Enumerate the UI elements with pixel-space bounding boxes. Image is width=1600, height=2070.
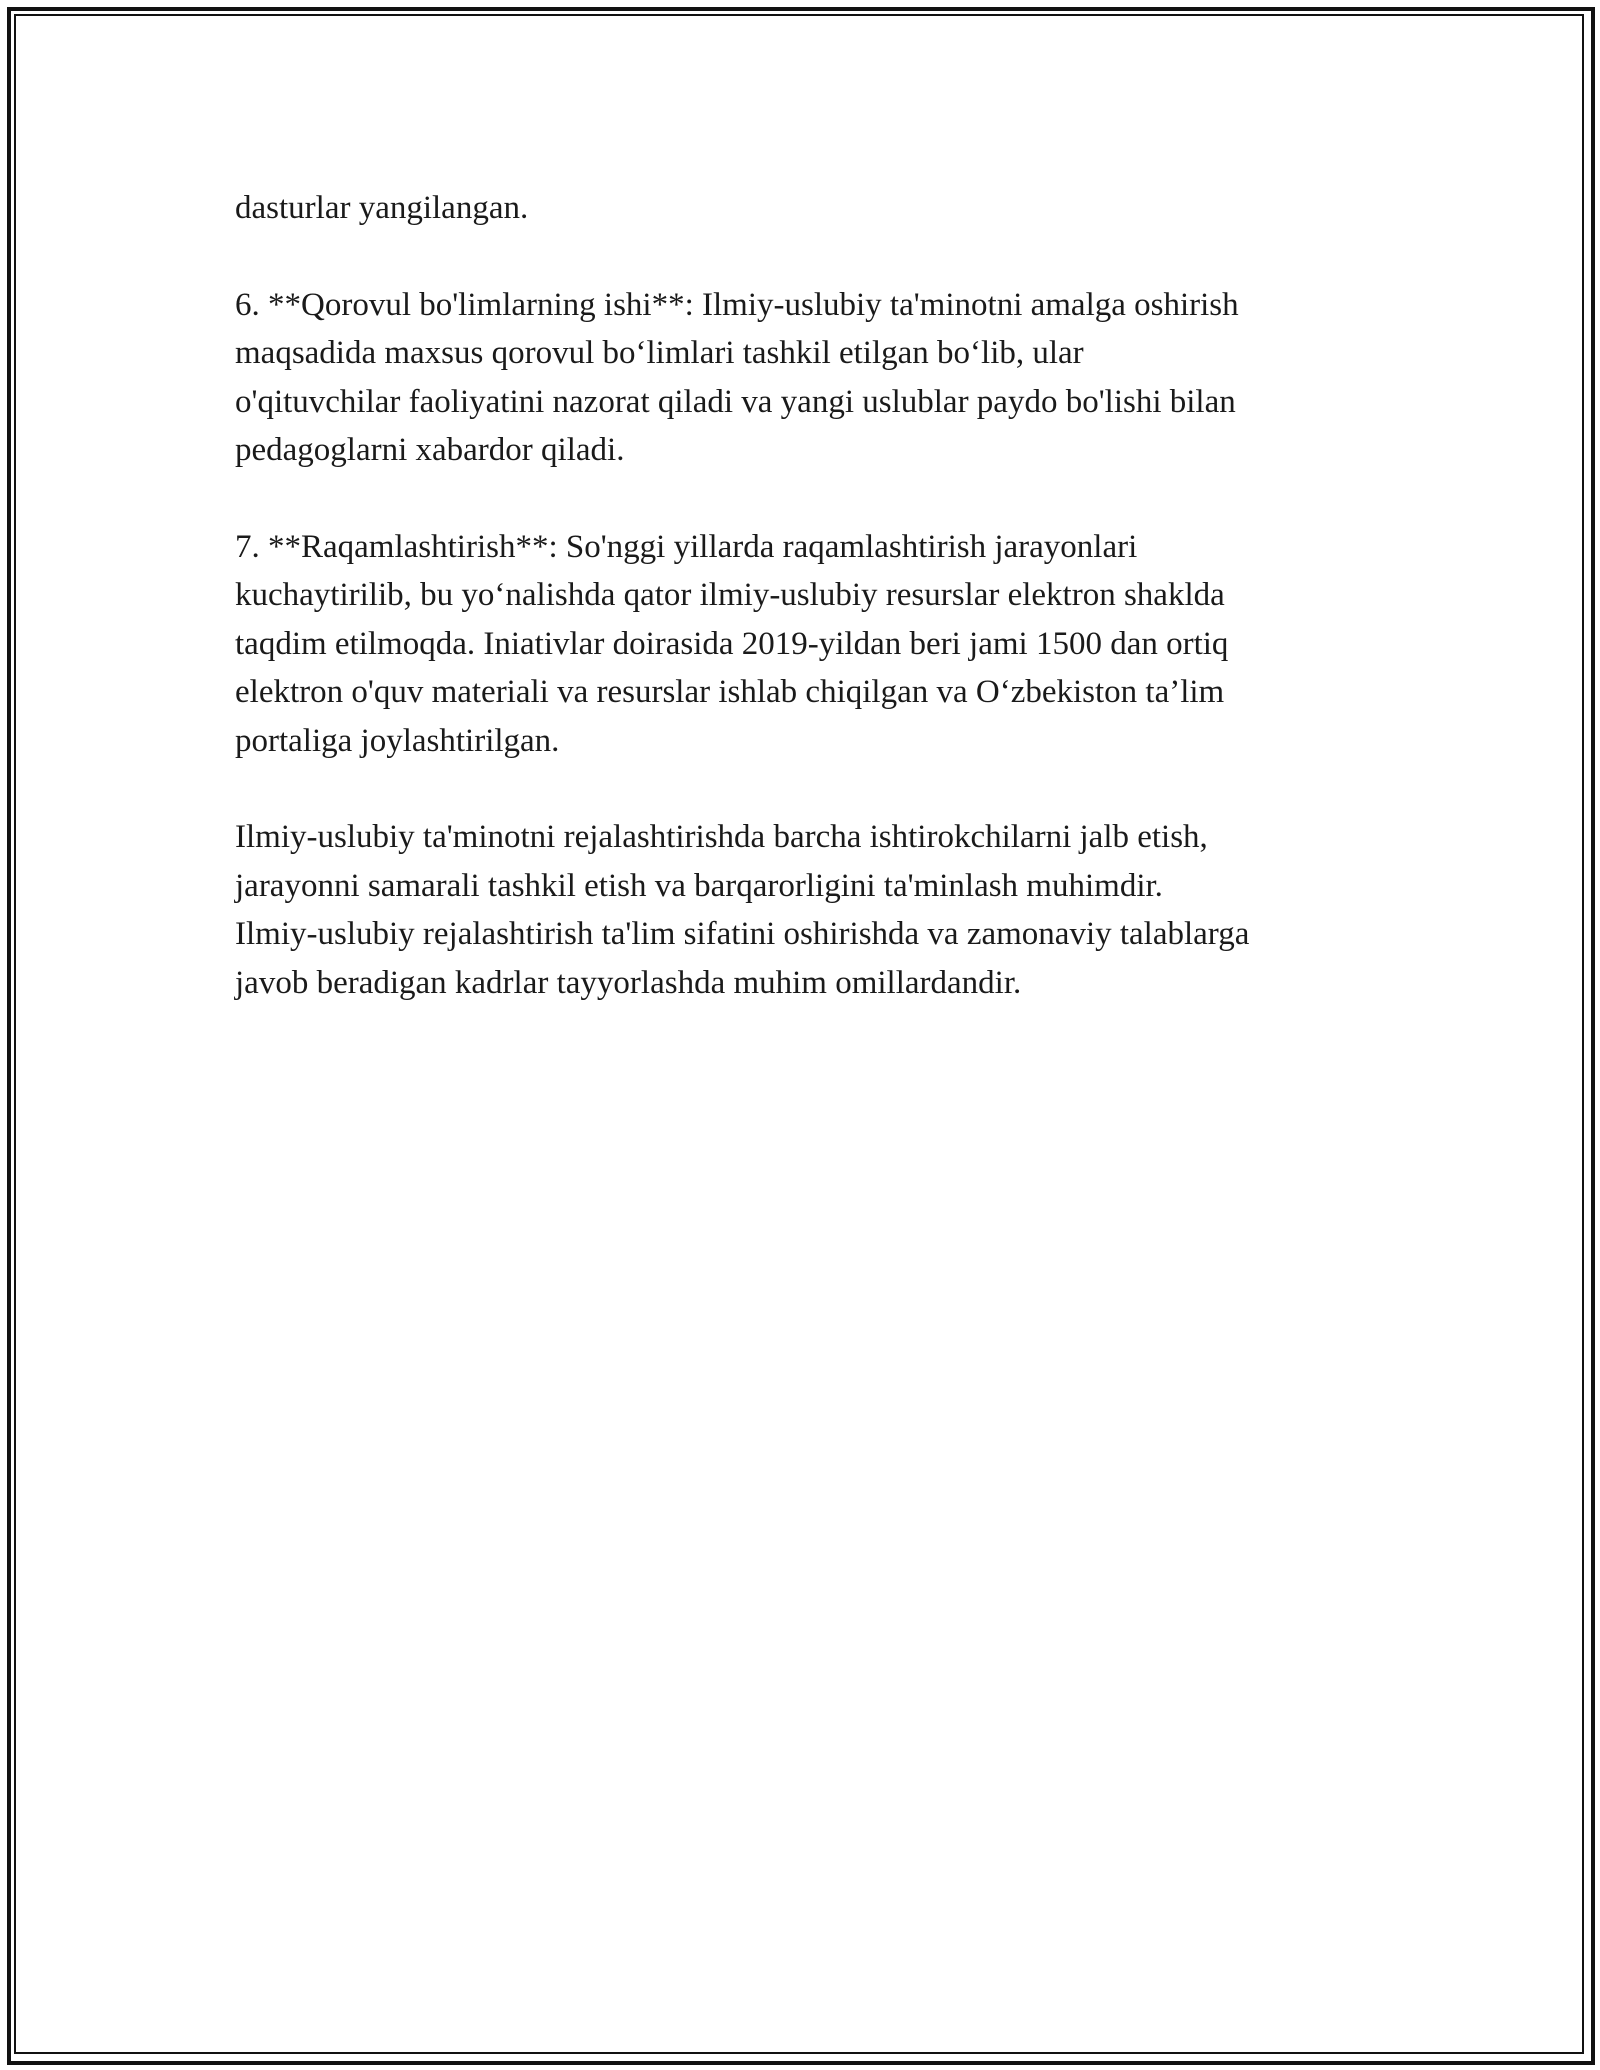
- text-line: pedagoglarni xabardor qiladi.: [235, 432, 625, 468]
- text-line: elektron o'quv materiali va resurslar ishlab chiqilgan va O‘zbekiston ta’lim: [235, 674, 1225, 710]
- text-line: jarayonni samarali tashkil etish va barqarorligini ta'minlash muhimdir.: [235, 867, 1163, 904]
- text-line: portaliga joylashtirilgan.: [235, 722, 560, 759]
- text-line: Ilmiy-uslubiy ta'minotni rejalashtirishda barcha ishtirokchilarni jalb etish,: [235, 819, 1208, 855]
- paragraph-continuation: [235, 184, 1395, 233]
- text-line: o'qituvchilar faoliyatini nazorat qiladi va yangi uslublar paydo bo'lishi bilan: [235, 383, 1236, 420]
- paragraph-item-6: [235, 281, 1395, 475]
- text-line: taqdim etilmoqda. Iniativlar doirasida 2019-yildan beri jami 1500 dan ortiq: [235, 625, 1229, 662]
- text-line: maqsadida maxsus qorovul bo‘limlari tashkil etilgan bo‘lib, ular: [235, 335, 1084, 371]
- text-line: kuchaytirilib, bu yo‘nalishda qator ilmiy-uslubiy resurslar elektron shaklda: [235, 577, 1225, 613]
- text-line: Ilmiy-uslubiy rejalashtirish ta'lim sifatini oshirishda va zamonaviy talablarga: [235, 916, 1250, 952]
- paragraph-item-7: [235, 523, 1395, 766]
- text-line: javob beradigan kadrlar tayyorlashda muhim omillardandir.: [235, 964, 1022, 1001]
- document-body: [235, 184, 1395, 1055]
- text-line: 7. **Raqamlashtirish**: So'nggi yillarda raqamlashtirish jarayonlari: [235, 528, 1138, 565]
- text-line: 6. **Qorovul bo'limlarning ishi**: Ilmiy-uslubiy ta'minotni amalga oshirish: [235, 286, 1239, 323]
- text-line: dasturlar yangilangan.: [235, 190, 529, 226]
- paragraph-conclusion: [235, 813, 1395, 1007]
